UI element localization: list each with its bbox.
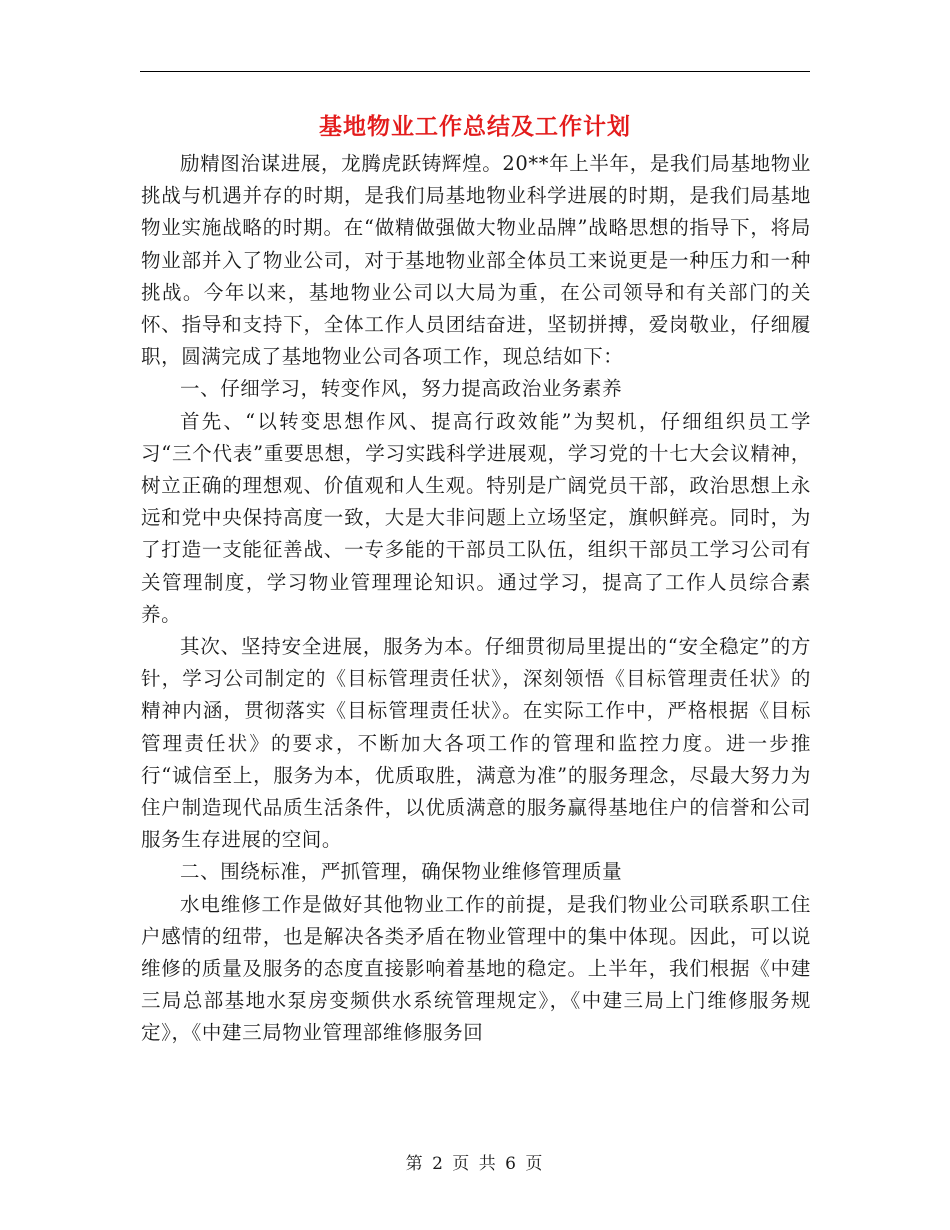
intro-paragraph: 励精图治谋进展，龙腾虎跃铸辉煌。20**年上半年，是我们局基地物业挑战与机遇并存的时期，是我们局基地物业科学进展的时期，是我们局基地物业实施战略的时期。在“做精做强做大物业品牌”战略思想的指导下，将局物业部并入了物业公司，对于基地物业部全体员工来说更是一种压力和一种挑战。今年以来，基地物业公司以大局为重，在公司领导和有关部门的关怀、指导和支持下，全体工作人员团结奋进，坚韧拼搏，爱岗敬业，仔细履职，圆满完成了基地物业公司各项工作，现总结如下： <box>141 152 811 369</box>
section-heading-1: 一、仔细学习，转变作风，努力提高政治业务素养 <box>180 377 623 401</box>
page-number: 第 2 页 共 6 页 <box>405 1154 545 1174</box>
document-body <box>141 148 811 1050</box>
header-rule <box>140 71 810 72</box>
body-paragraph: 水电维修工作是做好其他物业工作的前提，是我们物业公司联系职工住户感情的纽带，也是解决各类矛盾在物业管理中的集中体现。因此，可以说维修的质量及服务的态度直接影响着基地的稳定。上半年，我们根据《中建三局总部基地水泵房变频供水系统管理规定》，《中建三局上门维修服务规定》，《中建三局物业管理部维修服务回 <box>141 892 811 1045</box>
body-paragraph: 其次、坚持安全进展，服务为本。仔细贯彻局里提出的“安全稳定”的方针，学习公司制定的《目标管理责任状》，深刻领悟《目标管理责任状》的精神内涵，贯彻落实《目标管理责任状》。在实际工作中，严格根据《目标管理责任状》的要求，不断加大各项工作的管理和监控力度。进一步推行“诚信至上，服务为本，优质取胜，满意为准”的服务理念，尽最大努力为住户制造现代品质生活条件，以优质满意的服务赢得基地住户的信誉和公司服务生存进展的空间。 <box>141 635 811 852</box>
document-title: 基地物业工作总结及工作计划 <box>319 113 631 140</box>
body-paragraph: 首先、“以转变思想作风、提高行政效能”为契机，仔细组织员工学习“三个代表”重要思想，学习实践科学进展观，学习党的十七大会议精神，树立正确的理想观、价值观和人生观。特别是广阔党员干部，政治思想上永远和党中央保持高度一致，大是大非问题上立场坚定，旗帜鲜亮。同时，为了打造一支能征善战、一专多能的干部员工队伍，组织干部员工学习公司有关管理制度，学习物业管理理论知识。通过学习，提高了工作人员综合素养。 <box>141 409 811 626</box>
section-heading-2: 二、围绕标准，严抓管理，确保物业维修管理质量 <box>180 860 623 884</box>
